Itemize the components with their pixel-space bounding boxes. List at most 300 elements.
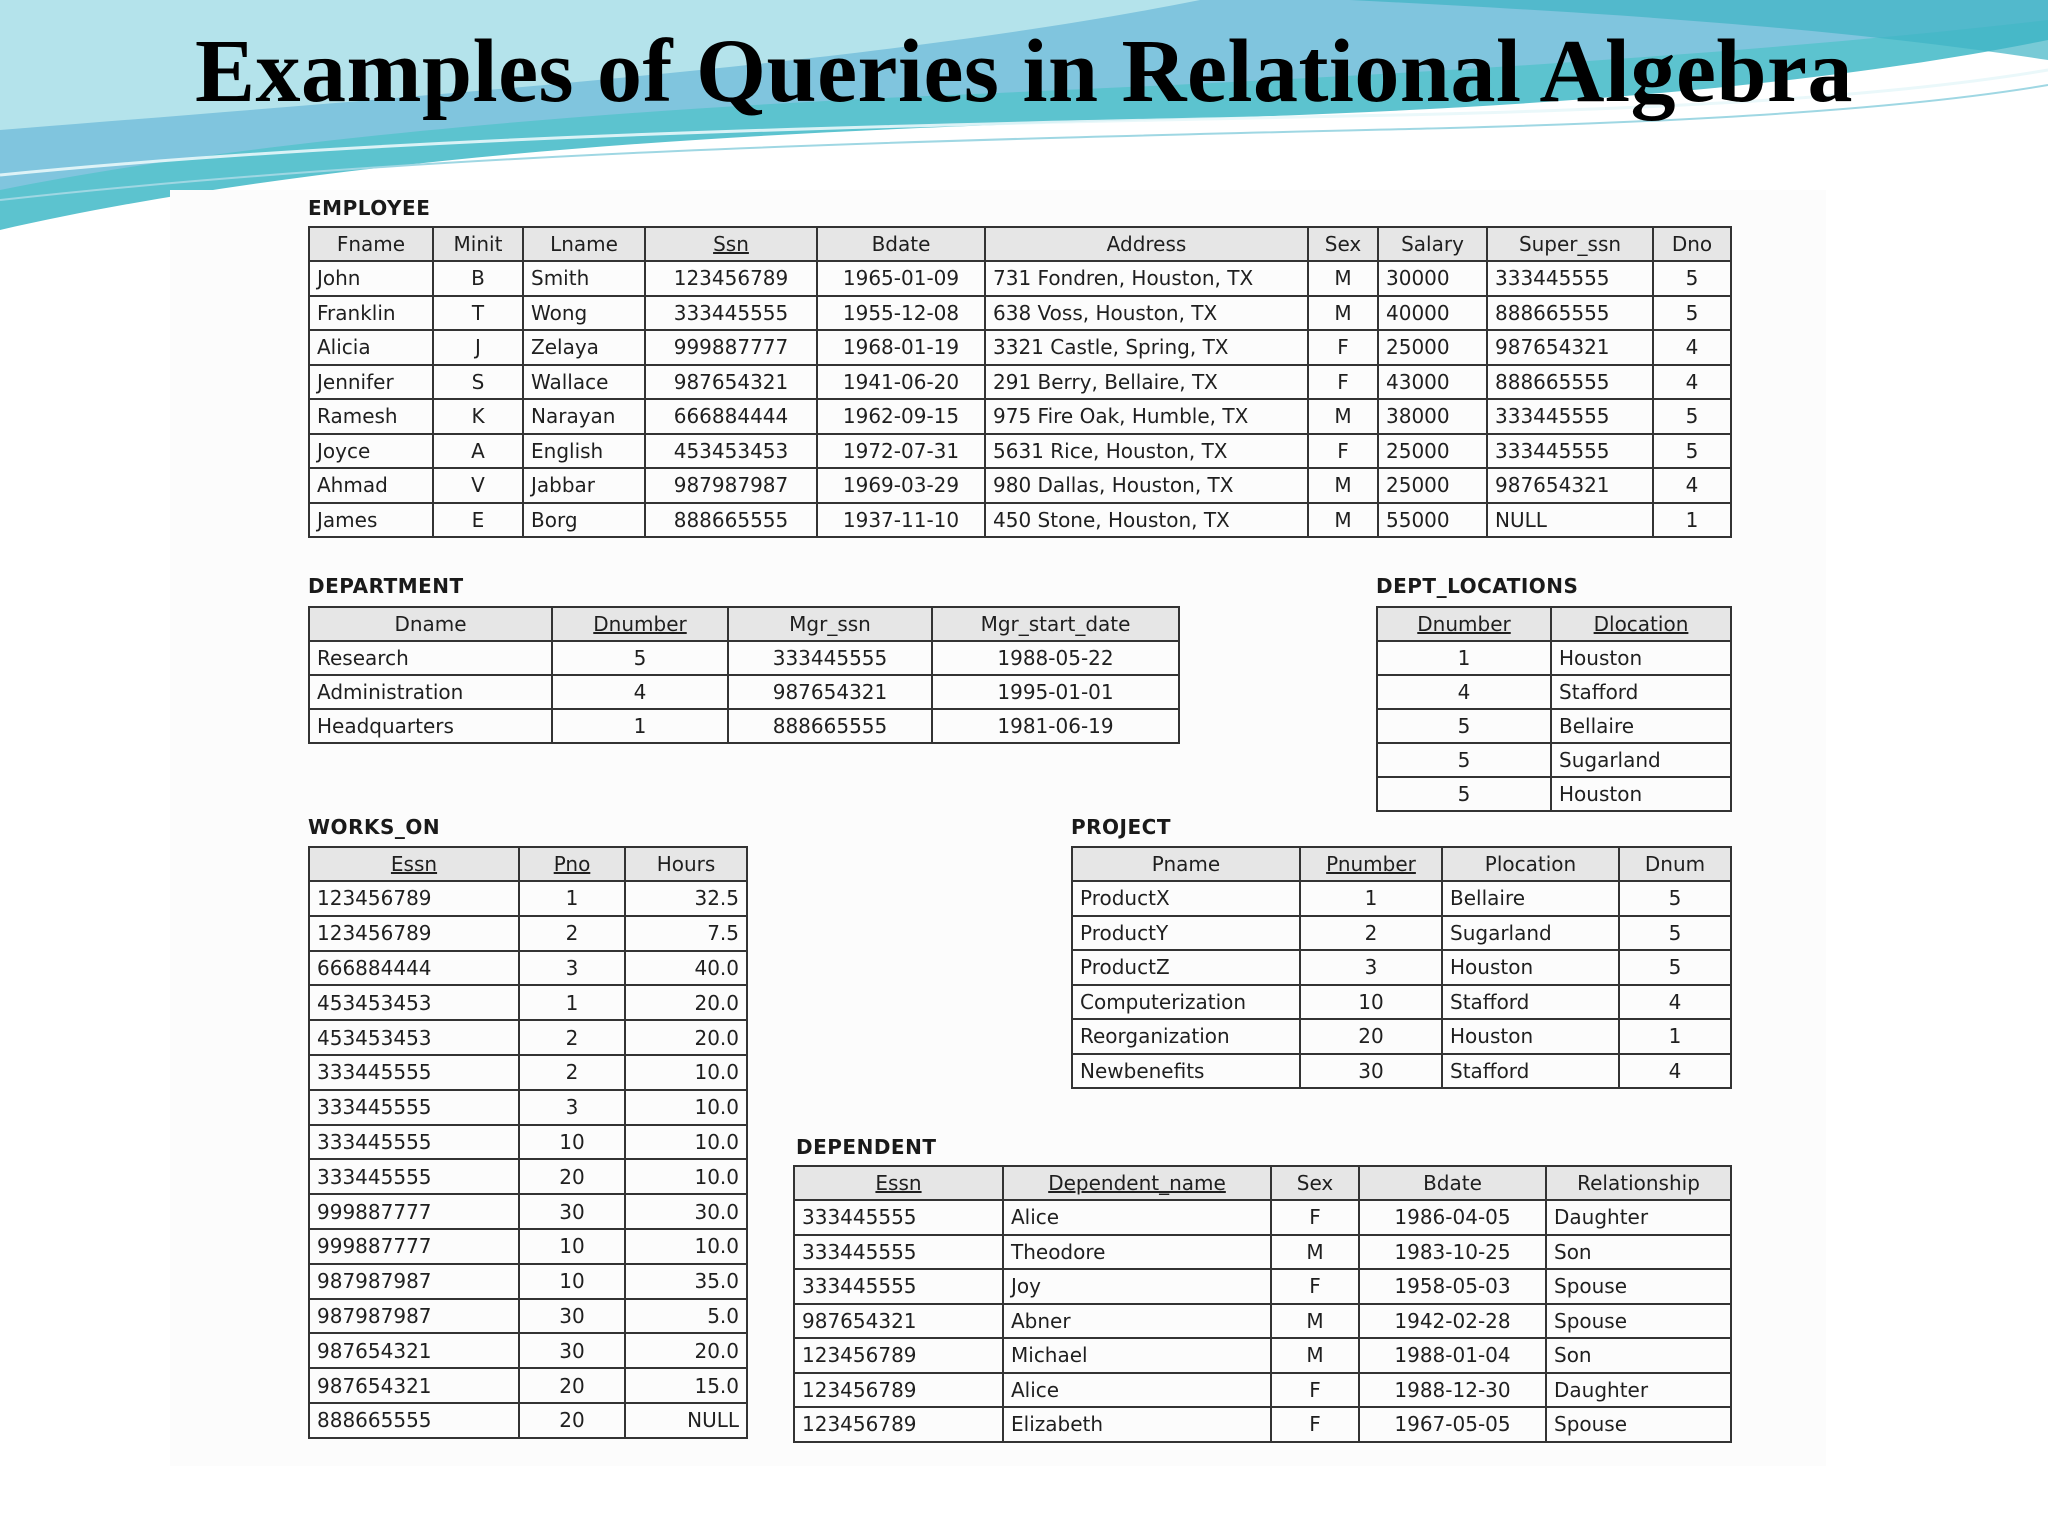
works-on-row <box>309 1299 747 1334</box>
department-cell: 1995-01-01 <box>932 675 1179 709</box>
dependent-cell: 333445555 <box>794 1269 1003 1304</box>
works-on-cell: 333445555 <box>309 1090 519 1125</box>
project-cell: 3 <box>1300 950 1442 985</box>
employee-cell: 987654321 <box>1487 330 1653 365</box>
dependent-cell: 1983-10-25 <box>1359 1235 1546 1270</box>
project-table-label: PROJECT <box>1071 815 1171 839</box>
employee-cell: 888665555 <box>645 503 817 538</box>
department-col-mgr-ssn: Mgr_ssn <box>728 607 932 641</box>
dept-locations-row <box>1377 641 1731 675</box>
project-cell: 4 <box>1619 1054 1731 1089</box>
project-cell: 4 <box>1619 985 1731 1020</box>
works-on-cell: 10.0 <box>625 1090 747 1125</box>
works-on-row <box>309 1090 747 1125</box>
dependent-cell: Abner <box>1003 1304 1271 1339</box>
project-col-pname: Pname <box>1072 847 1300 881</box>
works-on-row <box>309 1333 747 1368</box>
department-cell: 987654321 <box>728 675 932 709</box>
project-cell: ProductY <box>1072 916 1300 951</box>
dept-locations-cell: Sugarland <box>1551 743 1731 777</box>
works-on-cell: 453453453 <box>309 1020 519 1055</box>
dependent-cell: Elizabeth <box>1003 1407 1271 1442</box>
employee-cell: S <box>433 365 523 400</box>
employee-cell: 25000 <box>1378 468 1487 503</box>
employee-cell: 980 Dallas, Houston, TX <box>985 468 1308 503</box>
works-on-cell: 123456789 <box>309 881 519 916</box>
dept-locations-table-label: DEPT_LOCATIONS <box>1376 574 1579 598</box>
works-on-cell: 10.0 <box>625 1055 747 1090</box>
employee-cell: Wallace <box>523 365 645 400</box>
dependent-row <box>794 1373 1731 1408</box>
dependent-cell: F <box>1271 1373 1359 1408</box>
employee-cell: 1969-03-29 <box>817 468 985 503</box>
employee-cell: 4 <box>1653 330 1731 365</box>
dept-locations-row <box>1377 777 1731 811</box>
employee-cell: M <box>1308 261 1378 296</box>
employee-cell: M <box>1308 468 1378 503</box>
works-on-cell: 123456789 <box>309 916 519 951</box>
employee-cell: 453453453 <box>645 434 817 469</box>
works-on-col-essn: Essn <box>309 847 519 881</box>
employee-cell: 25000 <box>1378 330 1487 365</box>
works-on-cell: 1 <box>519 985 625 1020</box>
employee-cell: 450 Stone, Houston, TX <box>985 503 1308 538</box>
employee-rows <box>309 261 1731 537</box>
project-header-row <box>1072 847 1731 881</box>
employee-cell: 975 Fire Oak, Humble, TX <box>985 399 1308 434</box>
department-table <box>308 606 1180 744</box>
slide-title: Examples of Queries in Relational Algebra <box>195 22 1853 121</box>
employee-cell: NULL <box>1487 503 1653 538</box>
employee-cell: Ahmad <box>309 468 433 503</box>
dependent-cell: 123456789 <box>794 1373 1003 1408</box>
employee-cell: A <box>433 434 523 469</box>
department-cell: 5 <box>552 641 728 675</box>
dependent-cell: Michael <box>1003 1338 1271 1373</box>
works-on-col-hours: Hours <box>625 847 747 881</box>
project-cell: Houston <box>1442 950 1619 985</box>
works-on-cell: 333445555 <box>309 1125 519 1160</box>
dependent-col-relationship: Relationship <box>1546 1166 1731 1200</box>
department-cell: 4 <box>552 675 728 709</box>
dept-locations-table <box>1376 606 1732 812</box>
department-cell: Administration <box>309 675 552 709</box>
employee-cell: 30000 <box>1378 261 1487 296</box>
employee-cell: 333445555 <box>645 296 817 331</box>
employee-cell: 1937-11-10 <box>817 503 985 538</box>
project-cell: Bellaire <box>1442 881 1619 916</box>
works-on-row <box>309 1125 747 1160</box>
dept-locations-col-dnumber: Dnumber <box>1377 607 1551 641</box>
dependent-cell: F <box>1271 1407 1359 1442</box>
works-on-cell: 10.0 <box>625 1125 747 1160</box>
dependent-cell: F <box>1271 1200 1359 1235</box>
department-col-mgr-start-date: Mgr_start_date <box>932 607 1179 641</box>
employee-cell: K <box>433 399 523 434</box>
project-cell: Stafford <box>1442 1054 1619 1089</box>
employee-cell: Franklin <box>309 296 433 331</box>
works-on-cell: 888665555 <box>309 1403 519 1438</box>
works-on-cell: 987654321 <box>309 1368 519 1403</box>
works-on-row <box>309 916 747 951</box>
works-on-cell: 40.0 <box>625 951 747 986</box>
project-cell: 1 <box>1619 1019 1731 1054</box>
works-on-cell: 10.0 <box>625 1159 747 1194</box>
employee-cell: John <box>309 261 433 296</box>
employee-cell: 5 <box>1653 399 1731 434</box>
employee-col-address: Address <box>985 227 1308 261</box>
project-cell: Houston <box>1442 1019 1619 1054</box>
employee-cell: Wong <box>523 296 645 331</box>
works-on-row <box>309 1055 747 1090</box>
employee-cell: James <box>309 503 433 538</box>
employee-col-minit: Minit <box>433 227 523 261</box>
works-on-row <box>309 1159 747 1194</box>
employee-cell: 666884444 <box>645 399 817 434</box>
dependent-cell: 1988-01-04 <box>1359 1338 1546 1373</box>
department-row <box>309 641 1179 675</box>
employee-cell: 638 Voss, Houston, TX <box>985 296 1308 331</box>
employee-table <box>308 226 1732 538</box>
employee-cell: 123456789 <box>645 261 817 296</box>
employee-cell: 999887777 <box>645 330 817 365</box>
works-on-cell: 2 <box>519 1020 625 1055</box>
project-row <box>1072 881 1731 916</box>
project-cell: 2 <box>1300 916 1442 951</box>
employee-cell: 1972-07-31 <box>817 434 985 469</box>
dependent-cell: Theodore <box>1003 1235 1271 1270</box>
project-cell: 30 <box>1300 1054 1442 1089</box>
employee-row <box>309 261 1731 296</box>
dependent-cell: 1986-04-05 <box>1359 1200 1546 1235</box>
employee-cell: 3321 Castle, Spring, TX <box>985 330 1308 365</box>
works-on-cell: 7.5 <box>625 916 747 951</box>
department-header-row <box>309 607 1179 641</box>
dept-locations-cell: 4 <box>1377 675 1551 709</box>
works-on-cell: 30 <box>519 1333 625 1368</box>
works-on-cell: 1 <box>519 881 625 916</box>
employee-cell: 43000 <box>1378 365 1487 400</box>
employee-col-bdate: Bdate <box>817 227 985 261</box>
project-cell: ProductZ <box>1072 950 1300 985</box>
dependent-cell: 123456789 <box>794 1338 1003 1373</box>
employee-col-super-ssn: Super_ssn <box>1487 227 1653 261</box>
employee-cell: 25000 <box>1378 434 1487 469</box>
project-col-plocation: Plocation <box>1442 847 1619 881</box>
dependent-rows <box>794 1200 1731 1442</box>
works-on-cell: 999887777 <box>309 1229 519 1264</box>
works-on-cell: 10 <box>519 1229 625 1264</box>
employee-cell: 1962-09-15 <box>817 399 985 434</box>
dept-locations-cell: 5 <box>1377 777 1551 811</box>
works-on-cell: 5.0 <box>625 1299 747 1334</box>
project-cell: ProductX <box>1072 881 1300 916</box>
project-rows <box>1072 881 1731 1088</box>
employee-cell: M <box>1308 296 1378 331</box>
dependent-row <box>794 1269 1731 1304</box>
works-on-col-pno: Pno <box>519 847 625 881</box>
dependent-col-sex: Sex <box>1271 1166 1359 1200</box>
dept-locations-cell: Bellaire <box>1551 709 1731 743</box>
employee-cell: Zelaya <box>523 330 645 365</box>
works-on-row <box>309 1194 747 1229</box>
dependent-cell: M <box>1271 1338 1359 1373</box>
employee-cell: F <box>1308 365 1378 400</box>
employee-cell: English <box>523 434 645 469</box>
dept-locations-cell: Houston <box>1551 777 1731 811</box>
employee-cell: E <box>433 503 523 538</box>
employee-cell: 1965-01-09 <box>817 261 985 296</box>
dept-locations-row <box>1377 709 1731 743</box>
dept-locations-rows <box>1377 641 1731 811</box>
dependent-cell: 1988-12-30 <box>1359 1373 1546 1408</box>
department-row <box>309 675 1179 709</box>
dependent-cell: 1942-02-28 <box>1359 1304 1546 1339</box>
works-on-row <box>309 1229 747 1264</box>
works-on-row <box>309 881 747 916</box>
project-row <box>1072 916 1731 951</box>
employee-row <box>309 468 1731 503</box>
project-cell: 10 <box>1300 985 1442 1020</box>
works-on-cell: 453453453 <box>309 985 519 1020</box>
dependent-cell: Daughter <box>1546 1200 1731 1235</box>
employee-cell: 55000 <box>1378 503 1487 538</box>
employee-col-dno: Dno <box>1653 227 1731 261</box>
dependent-cell: 1967-05-05 <box>1359 1407 1546 1442</box>
works-on-cell: 20.0 <box>625 1020 747 1055</box>
works-on-cell: 20 <box>519 1368 625 1403</box>
employee-cell: Joyce <box>309 434 433 469</box>
works-on-table-label: WORKS_ON <box>308 815 441 839</box>
dept-locations-header-row <box>1377 607 1731 641</box>
employee-row <box>309 330 1731 365</box>
project-cell: Newbenefits <box>1072 1054 1300 1089</box>
dependent-row <box>794 1338 1731 1373</box>
employee-cell: Narayan <box>523 399 645 434</box>
works-on-cell: 666884444 <box>309 951 519 986</box>
project-col-pnumber: Pnumber <box>1300 847 1442 881</box>
employee-cell: 1968-01-19 <box>817 330 985 365</box>
employee-cell: 1 <box>1653 503 1731 538</box>
works-on-cell: 32.5 <box>625 881 747 916</box>
employee-col-lname: Lname <box>523 227 645 261</box>
employee-cell: 5 <box>1653 296 1731 331</box>
dependent-header-row <box>794 1166 1731 1200</box>
employee-cell: J <box>433 330 523 365</box>
works-on-cell: 20.0 <box>625 985 747 1020</box>
project-cell: 5 <box>1619 916 1731 951</box>
dependent-row <box>794 1235 1731 1270</box>
works-on-cell: 987987987 <box>309 1299 519 1334</box>
employee-header-row <box>309 227 1731 261</box>
works-on-cell: 30 <box>519 1299 625 1334</box>
dependent-cell: 1958-05-03 <box>1359 1269 1546 1304</box>
project-cell: 20 <box>1300 1019 1442 1054</box>
dept-locations-cell: Houston <box>1551 641 1731 675</box>
dependent-table <box>793 1165 1732 1443</box>
dept-locations-cell: 5 <box>1377 709 1551 743</box>
dependent-cell: Daughter <box>1546 1373 1731 1408</box>
project-cell: Sugarland <box>1442 916 1619 951</box>
department-col-dnumber: Dnumber <box>552 607 728 641</box>
dependent-cell: Alice <box>1003 1373 1271 1408</box>
works-on-cell: 10.0 <box>625 1229 747 1264</box>
works-on-row <box>309 1403 747 1438</box>
employee-cell: B <box>433 261 523 296</box>
employee-cell: 888665555 <box>1487 296 1653 331</box>
dept-locations-row <box>1377 675 1731 709</box>
dependent-cell: 333445555 <box>794 1235 1003 1270</box>
dependent-cell: M <box>1271 1235 1359 1270</box>
employee-cell: 333445555 <box>1487 434 1653 469</box>
employee-cell: 333445555 <box>1487 399 1653 434</box>
project-cell: Computerization <box>1072 985 1300 1020</box>
dependent-cell: Son <box>1546 1235 1731 1270</box>
works-on-cell: 987654321 <box>309 1333 519 1368</box>
employee-cell: F <box>1308 330 1378 365</box>
dependent-row <box>794 1200 1731 1235</box>
employee-cell: M <box>1308 503 1378 538</box>
dependent-cell: Spouse <box>1546 1304 1731 1339</box>
employee-cell: Ramesh <box>309 399 433 434</box>
dependent-table-label: DEPENDENT <box>796 1135 937 1159</box>
dependent-cell: 333445555 <box>794 1200 1003 1235</box>
employee-col-sex: Sex <box>1308 227 1378 261</box>
employee-cell: 5 <box>1653 434 1731 469</box>
dependent-col-bdate: Bdate <box>1359 1166 1546 1200</box>
dependent-col-essn: Essn <box>794 1166 1003 1200</box>
dependent-row <box>794 1407 1731 1442</box>
project-cell: 5 <box>1619 881 1731 916</box>
works-on-cell: 35.0 <box>625 1264 747 1299</box>
works-on-row <box>309 985 747 1020</box>
employee-cell: Jennifer <box>309 365 433 400</box>
dependent-cell: F <box>1271 1269 1359 1304</box>
employee-cell: 5 <box>1653 261 1731 296</box>
works-on-row <box>309 951 747 986</box>
project-cell: 1 <box>1300 881 1442 916</box>
employee-cell: 291 Berry, Bellaire, TX <box>985 365 1308 400</box>
works-on-cell: NULL <box>625 1403 747 1438</box>
works-on-table <box>308 846 748 1439</box>
employee-cell: 1955-12-08 <box>817 296 985 331</box>
dependent-row <box>794 1304 1731 1339</box>
dependent-cell: Alice <box>1003 1200 1271 1235</box>
project-cell: 5 <box>1619 950 1731 985</box>
employee-cell: 4 <box>1653 468 1731 503</box>
dependent-cell: 987654321 <box>794 1304 1003 1339</box>
department-col-dname: Dname <box>309 607 552 641</box>
works-on-cell: 987987987 <box>309 1264 519 1299</box>
dependent-cell: M <box>1271 1304 1359 1339</box>
department-cell: 1988-05-22 <box>932 641 1179 675</box>
employee-cell: Smith <box>523 261 645 296</box>
employee-row <box>309 296 1731 331</box>
employee-row <box>309 434 1731 469</box>
department-row <box>309 709 1179 743</box>
works-on-cell: 3 <box>519 1090 625 1125</box>
project-table <box>1071 846 1732 1089</box>
works-on-cell: 30.0 <box>625 1194 747 1229</box>
department-cell: Research <box>309 641 552 675</box>
employee-table-label: EMPLOYEE <box>308 196 431 220</box>
dependent-col-dependent-name: Dependent_name <box>1003 1166 1271 1200</box>
works-on-cell: 20 <box>519 1403 625 1438</box>
employee-cell: F <box>1308 434 1378 469</box>
works-on-rows <box>309 881 747 1438</box>
works-on-cell: 20.0 <box>625 1333 747 1368</box>
employee-cell: Borg <box>523 503 645 538</box>
works-on-cell: 3 <box>519 951 625 986</box>
dept-locations-row <box>1377 743 1731 777</box>
dept-locations-cell: Stafford <box>1551 675 1731 709</box>
employee-cell: 40000 <box>1378 296 1487 331</box>
works-on-row <box>309 1368 747 1403</box>
department-cell: 1981-06-19 <box>932 709 1179 743</box>
employee-cell: Jabbar <box>523 468 645 503</box>
employee-cell: M <box>1308 399 1378 434</box>
project-col-dnum: Dnum <box>1619 847 1731 881</box>
dept-locations-col-dlocation: Dlocation <box>1551 607 1731 641</box>
dependent-cell: Spouse <box>1546 1269 1731 1304</box>
works-on-cell: 20 <box>519 1159 625 1194</box>
works-on-cell: 30 <box>519 1194 625 1229</box>
dependent-cell: 123456789 <box>794 1407 1003 1442</box>
dept-locations-cell: 1 <box>1377 641 1551 675</box>
project-cell: Reorganization <box>1072 1019 1300 1054</box>
works-on-cell: 333445555 <box>309 1159 519 1194</box>
department-rows <box>309 641 1179 743</box>
department-cell: Headquarters <box>309 709 552 743</box>
works-on-cell: 333445555 <box>309 1055 519 1090</box>
employee-col-fname: Fname <box>309 227 433 261</box>
employee-cell: 987987987 <box>645 468 817 503</box>
employee-cell: 987654321 <box>645 365 817 400</box>
dept-locations-cell: 5 <box>1377 743 1551 777</box>
dependent-cell: Joy <box>1003 1269 1271 1304</box>
dependent-cell: Spouse <box>1546 1407 1731 1442</box>
employee-cell: 38000 <box>1378 399 1487 434</box>
project-row <box>1072 1054 1731 1089</box>
dependent-cell: Son <box>1546 1338 1731 1373</box>
employee-cell: 1941-06-20 <box>817 365 985 400</box>
employee-cell: 5631 Rice, Houston, TX <box>985 434 1308 469</box>
project-cell: Stafford <box>1442 985 1619 1020</box>
employee-cell: 333445555 <box>1487 261 1653 296</box>
employee-cell: 987654321 <box>1487 468 1653 503</box>
works-on-cell: 10 <box>519 1264 625 1299</box>
employee-col-salary: Salary <box>1378 227 1487 261</box>
works-on-row <box>309 1264 747 1299</box>
employee-col-ssn: Ssn <box>645 227 817 261</box>
works-on-cell: 10 <box>519 1125 625 1160</box>
department-cell: 1 <box>552 709 728 743</box>
employee-row <box>309 365 1731 400</box>
works-on-cell: 999887777 <box>309 1194 519 1229</box>
department-table-label: DEPARTMENT <box>308 574 464 598</box>
employee-cell: 731 Fondren, Houston, TX <box>985 261 1308 296</box>
works-on-cell: 2 <box>519 1055 625 1090</box>
works-on-header-row <box>309 847 747 881</box>
works-on-cell: 2 <box>519 916 625 951</box>
department-cell: 333445555 <box>728 641 932 675</box>
department-cell: 888665555 <box>728 709 932 743</box>
project-row <box>1072 950 1731 985</box>
employee-row <box>309 399 1731 434</box>
project-row <box>1072 1019 1731 1054</box>
works-on-row <box>309 1020 747 1055</box>
works-on-cell: 15.0 <box>625 1368 747 1403</box>
